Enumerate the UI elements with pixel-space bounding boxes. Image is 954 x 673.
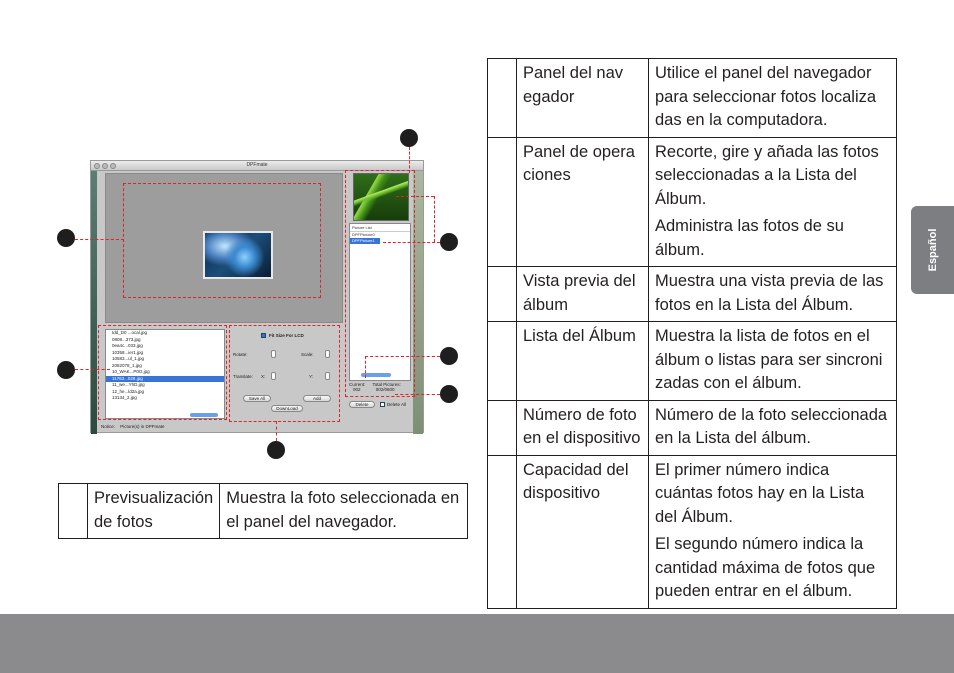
file-list-item[interactable]: 13134_2.jpg <box>112 395 137 400</box>
file-list-item[interactable]: 11763...028.jpg <box>106 376 224 383</box>
file-list-item[interactable]: 10358...ier1.jpg <box>112 349 144 355</box>
feature-name-cell: Lista del Álbum <box>517 322 649 401</box>
leader-line <box>365 356 440 357</box>
file-list-item[interactable]: 10583...ul_1.jpg <box>112 356 145 361</box>
row-number-cell <box>488 322 517 401</box>
notice-label: Notice: <box>101 424 116 429</box>
callout-preview <box>57 229 75 247</box>
language-side-tab <box>911 206 954 294</box>
delete-all-checkbox[interactable] <box>380 402 385 407</box>
file-list-item[interactable]: tdd_D0 ...ocal.jpg <box>112 330 148 335</box>
translate-label: Translate: <box>233 374 253 379</box>
preview-highlight-box <box>123 183 321 298</box>
save-all-button[interactable]: Save All <box>243 395 271 402</box>
desktop-background-left <box>91 171 97 434</box>
callout-browser <box>57 361 75 379</box>
feature-name-cell: Capacidad del dispositivo <box>517 455 649 608</box>
feature-name-cell: Panel del nav egador <box>517 59 649 138</box>
callout-device-capacity <box>440 385 458 403</box>
album-list-item[interactable]: DPFPicture1 <box>350 238 380 244</box>
table-row <box>488 267 897 322</box>
feature-description-cell: Muestra una vista previa de las fotos en la Lista del Álbum. <box>649 267 897 322</box>
window-title: DPFmate <box>246 162 268 168</box>
browser-highlight-box <box>98 325 227 420</box>
fit-size-label: Fit Size For LCD <box>269 333 304 338</box>
row-number-cell <box>488 267 517 322</box>
feature-description-cell: Muestra la lista de fotos en el álbum o listas para ser sincroni zadas con el álbum. <box>649 322 897 401</box>
current-label: Current: <box>349 382 366 387</box>
feature-description-cell: El primer número indica cuántas fotos hay en la Lista del Álbum. El segundo número indica la cantidad máxima de fotos que pueden entrar en el álbum. <box>649 455 897 608</box>
table-row <box>59 484 468 539</box>
feature-name-cell: Panel de opera ciones <box>517 137 649 267</box>
file-list-item[interactable]: 11_we...YhD.jpg <box>112 382 145 387</box>
table-row <box>488 322 897 401</box>
file-list-item[interactable]: 0808...373.jpg <box>112 336 141 342</box>
translate-y-label: Y: <box>309 374 314 379</box>
rotate-label: Rotate: <box>233 352 248 357</box>
file-list-item[interactable]: 2082078_1.jpg <box>112 362 142 368</box>
notice-bar <box>101 424 165 429</box>
language-label: Español <box>926 228 939 272</box>
album-highlight-box <box>345 170 415 397</box>
feature-description-cell: Muestra la foto seleccionada en el panel del navegador. <box>220 484 468 539</box>
leader-line <box>75 369 110 370</box>
callout-album-list <box>440 233 458 251</box>
current-value: 002 <box>353 387 361 392</box>
total-label: Total Pictures: <box>372 382 401 387</box>
feature-description-cell: Recorte, gire y añada las fotos seleccionadas a la Lista del Álbum. Administra las fotos de su álbum. <box>649 137 897 267</box>
table-row <box>488 400 897 455</box>
table-row <box>488 455 897 608</box>
row-number-cell <box>488 455 517 608</box>
leader-line <box>276 421 277 441</box>
callout-picture-number <box>440 347 458 365</box>
leader-line <box>75 239 124 240</box>
download-button[interactable]: DownLoad <box>271 405 303 412</box>
row-number-cell <box>488 59 517 138</box>
scale-label: Scale: <box>301 352 314 357</box>
file-list-item[interactable]: 0ea4c...033.jpg <box>112 343 143 348</box>
delete-button[interactable]: Delete <box>349 401 375 408</box>
album-list-item[interactable]: DPFPicture0 <box>352 232 375 237</box>
total-value: 002/0600 <box>375 387 395 392</box>
callout-album-preview <box>400 129 418 147</box>
album-list-header: Picture List <box>350 224 410 232</box>
row-number-cell <box>488 137 517 267</box>
translate-x-label: X: <box>261 374 266 379</box>
callout-operations <box>267 441 285 459</box>
leader-line <box>395 394 440 395</box>
feature-name-cell: Vista previa del álbum <box>517 267 649 322</box>
feature-description-cell: Utilice el panel del navegador para seleccionar fotos localiza das en la computadora. <box>649 59 897 138</box>
feature-name-cell: Número de foto en el dispositivo <box>517 400 649 455</box>
notice-text: Picture(s) in DPFmate <box>120 424 165 429</box>
right-description-table <box>487 58 897 609</box>
operations-highlight-box <box>229 325 340 422</box>
file-list-item[interactable]: 12_he...ld2a.jpg <box>112 388 145 394</box>
delete-all-label: Delete All <box>387 402 407 407</box>
left-description-table <box>58 483 468 539</box>
row-number-cell <box>59 484 88 539</box>
feature-name-cell: Previsualización de fotos <box>88 484 220 539</box>
leader-line <box>383 242 440 243</box>
leader-line <box>396 196 434 197</box>
leader-line <box>409 147 410 173</box>
add-button[interactable]: Add <box>303 395 331 402</box>
feature-description-cell: Número de la foto seleccionada en la Lista del álbum. <box>649 400 897 455</box>
row-number-cell <box>488 400 517 455</box>
leader-line <box>365 356 366 378</box>
leader-line <box>434 196 435 242</box>
file-list-item[interactable]: 10_WAK...P0O.jpg <box>112 369 150 374</box>
table-row <box>488 59 897 138</box>
footer-bar <box>0 614 954 673</box>
table-row <box>488 137 897 267</box>
